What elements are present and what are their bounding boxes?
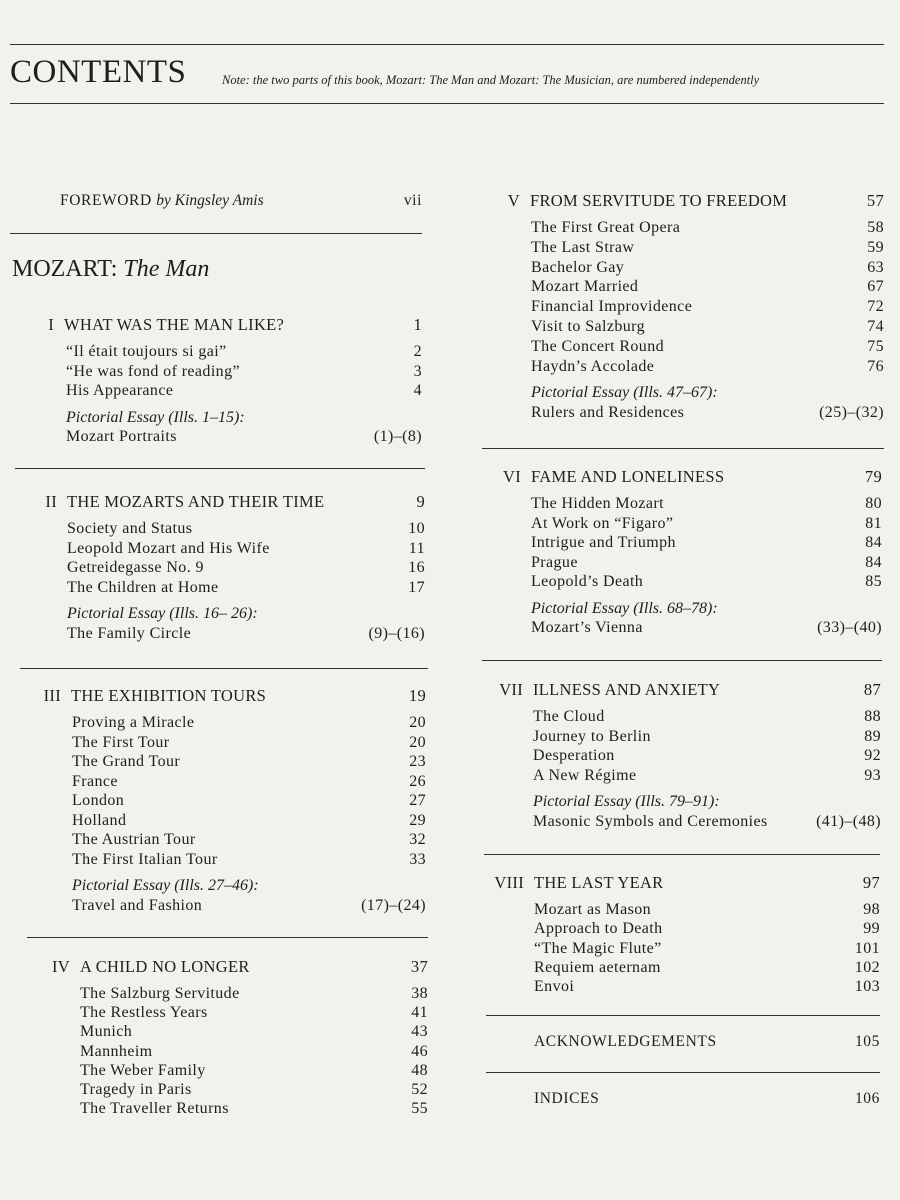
- acknowledgements-page: 105: [854, 1033, 880, 1050]
- section-title: The Concert Round: [531, 337, 664, 355]
- section-title: Prague: [531, 553, 578, 571]
- chapter-page: 87: [863, 680, 881, 699]
- section-title: Getreidegasse No. 9: [67, 559, 204, 576]
- section-entry[interactable]: [531, 217, 884, 239]
- section-entry[interactable]: [533, 765, 881, 787]
- pictorial-essay-caption: Pictorial Essay (Ills. 79–91):: [533, 793, 720, 810]
- section-entry[interactable]: [531, 276, 884, 298]
- foreword-author: by Kingsley Amis: [156, 192, 264, 209]
- pictorial-essay-title: The Family Circle: [67, 624, 192, 642]
- section-title: Leopold’s Death: [531, 573, 644, 590]
- section-page: 43: [411, 1023, 428, 1041]
- section-page: 88: [864, 708, 881, 725]
- section-entry[interactable]: [531, 257, 884, 279]
- section-title: “He was fond of reading”: [66, 362, 240, 380]
- section-title: The Restless Years: [80, 1004, 208, 1022]
- section-page: 102: [854, 958, 880, 976]
- section-page: 2: [413, 343, 422, 360]
- section-page: 20: [409, 714, 426, 731]
- section-page: 55: [411, 1100, 428, 1118]
- foreword-label: FOREWORD: [60, 192, 152, 209]
- section-page: 80: [865, 495, 882, 512]
- chapter-heading[interactable]: [488, 190, 884, 212]
- part-subtitle: The Man: [123, 256, 210, 282]
- chapter-title: FAME AND LONELINESS: [531, 467, 725, 486]
- top-rule: [10, 44, 884, 45]
- chapter-page: 57: [866, 191, 884, 210]
- pictorial-essay-pages: (9)–(16): [368, 624, 425, 642]
- section-page: 3: [413, 362, 422, 380]
- chapter-title: THE MOZARTS AND THEIR TIME: [67, 492, 325, 511]
- back-matter-rule-1: [486, 1015, 880, 1016]
- section-title: Journey to Berlin: [533, 727, 651, 745]
- section-entry[interactable]: [534, 976, 880, 998]
- section-title: Desperation: [533, 747, 615, 764]
- section-page: 101: [854, 939, 880, 957]
- section-page: 29: [409, 811, 426, 829]
- section-title: The First Great Opera: [531, 219, 681, 236]
- section-title: A New Régime: [533, 766, 637, 784]
- section-entry[interactable]: [531, 296, 884, 318]
- indices-title: INDICES: [534, 1090, 600, 1107]
- section-entry[interactable]: [531, 571, 882, 593]
- chapter-heading[interactable]: [28, 314, 422, 336]
- acknowledgements-title: ACKNOWLEDGEMENTS: [534, 1033, 717, 1050]
- section-title: Mannheim: [80, 1042, 153, 1060]
- section-page: 76: [867, 357, 884, 375]
- section-page: 27: [409, 792, 426, 809]
- section-title: The Last Straw: [531, 238, 635, 256]
- chapter-page: 9: [416, 492, 425, 511]
- chapter-numeral: V: [507, 191, 520, 210]
- chapter-page: 19: [408, 686, 426, 705]
- chapter-title: A CHILD NO LONGER: [80, 957, 250, 976]
- section-page: 75: [867, 337, 884, 355]
- chapter-numeral: III: [43, 686, 61, 705]
- section-page: 48: [411, 1061, 428, 1079]
- chapter-heading[interactable]: [480, 466, 882, 488]
- section-entry[interactable]: [67, 577, 425, 599]
- section-page: 32: [409, 831, 426, 848]
- section-page: 11: [408, 539, 425, 557]
- section-page: 41: [411, 1004, 428, 1022]
- section-title: The First Tour: [72, 733, 170, 751]
- chapter-numeral: II: [45, 492, 57, 511]
- foreword-rule: [10, 233, 422, 234]
- section-page: 72: [867, 298, 884, 316]
- section-entry[interactable]: [531, 336, 884, 358]
- pictorial-essay-title: Masonic Symbols and Ceremonies: [533, 812, 768, 830]
- chapter-divider: [15, 468, 425, 469]
- chapter-page: 97: [862, 873, 880, 892]
- pictorial-essay-pages: (41)–(48): [816, 812, 881, 830]
- section-title: The Weber Family: [80, 1061, 206, 1079]
- section-title: Bachelor Gay: [531, 258, 625, 276]
- section-page: 103: [854, 978, 880, 996]
- chapter-divider: [482, 660, 882, 661]
- section-page: 81: [865, 514, 882, 532]
- chapter-title: THE EXHIBITION TOURS: [71, 686, 267, 705]
- section-title: Proving a Miracle: [72, 714, 195, 731]
- section-entry[interactable]: [72, 849, 426, 871]
- pictorial-essay-pages: (33)–(40): [817, 619, 882, 636]
- section-title: Envoi: [534, 978, 575, 996]
- chapter-numeral: VIII: [494, 873, 524, 892]
- pictorial-essay-entry[interactable]: [531, 617, 882, 639]
- chapter-numeral: I: [48, 315, 54, 334]
- header-rule: [10, 103, 884, 104]
- section-title: Mozart Married: [531, 278, 639, 296]
- section-page: 84: [865, 534, 882, 551]
- chapter-title: THE LAST YEAR: [534, 873, 664, 892]
- section-title: Financial Improvidence: [531, 298, 693, 316]
- pictorial-essay-entry[interactable]: [72, 895, 426, 917]
- section-page: 74: [867, 318, 884, 335]
- chapter-title: FROM SERVITUDE TO FREEDOM: [530, 191, 788, 210]
- section-page: 23: [409, 753, 426, 770]
- chapter-page: 79: [864, 467, 882, 486]
- pictorial-essay-title: Rulers and Residences: [531, 404, 685, 422]
- section-title: Society and Status: [67, 520, 193, 537]
- section-page: 92: [864, 747, 881, 764]
- part-heading: [12, 256, 209, 283]
- pictorial-essay-title: Mozart Portraits: [66, 428, 177, 445]
- chapter-divider: [20, 668, 428, 669]
- foreword-entry[interactable]: [60, 190, 422, 212]
- indices-page: 106: [854, 1090, 880, 1107]
- chapter-numeral: VI: [502, 467, 521, 486]
- chapter-numeral: IV: [51, 957, 70, 976]
- section-page: 85: [865, 573, 882, 590]
- header-note: Note: the two parts of this book, Mozart: The Man and Mozart: The Musician, are numbered independently: [222, 73, 760, 87]
- chapter-numeral: VII: [499, 680, 523, 699]
- section-page: 67: [867, 278, 884, 296]
- section-title: Holland: [72, 811, 127, 829]
- chapter-divider: [484, 854, 880, 855]
- pictorial-essay-caption: Pictorial Essay (Ills. 1–15):: [66, 408, 245, 426]
- section-title: France: [72, 772, 118, 790]
- section-page: 16: [408, 559, 425, 576]
- pictorial-essay-caption: Pictorial Essay (Ills. 16– 26):: [67, 605, 258, 622]
- chapter-heading[interactable]: [480, 679, 881, 701]
- pictorial-essay-title: Mozart’s Vienna: [531, 619, 643, 636]
- section-page: 93: [864, 766, 881, 784]
- section-page: 38: [411, 985, 428, 1002]
- pictorial-essay-title: Travel and Fashion: [72, 896, 203, 914]
- section-page: 98: [863, 901, 880, 918]
- section-page: 89: [864, 727, 881, 745]
- section-title: Requiem aeternam: [534, 958, 661, 976]
- section-page: 10: [408, 520, 425, 537]
- section-title: The Cloud: [533, 708, 605, 725]
- section-title: The Salzburg Servitude: [80, 985, 240, 1002]
- section-page: 4: [413, 382, 422, 399]
- pictorial-essay-caption: Pictorial Essay (Ills. 68–78):: [531, 599, 718, 617]
- section-title: Leopold Mozart and His Wife: [67, 539, 270, 557]
- section-page: 63: [867, 258, 884, 276]
- pictorial-essay-entry[interactable]: [66, 426, 422, 448]
- pictorial-essay-caption: Pictorial Essay (Ills. 27–46):: [72, 877, 259, 894]
- chapter-page: 37: [410, 957, 428, 976]
- pictorial-essay-entry[interactable]: [67, 623, 425, 645]
- chapter-heading[interactable]: [480, 872, 880, 894]
- indices-entry[interactable]: [534, 1088, 880, 1110]
- chapter-heading[interactable]: [28, 956, 428, 978]
- section-page: 46: [411, 1042, 428, 1060]
- section-title: “The Magic Flute”: [534, 939, 662, 957]
- section-page: 33: [409, 850, 426, 868]
- pictorial-essay-entry[interactable]: [533, 811, 881, 833]
- part-name: MOZART:: [12, 256, 118, 282]
- chapter-heading[interactable]: [28, 491, 425, 513]
- section-page: 59: [867, 238, 884, 256]
- chapter-divider: [27, 937, 428, 938]
- section-title: Approach to Death: [534, 920, 663, 938]
- section-title: “Il était toujours si gai”: [66, 343, 227, 360]
- section-entry[interactable]: [531, 316, 884, 338]
- section-entry[interactable]: [531, 356, 884, 378]
- section-title: The Austrian Tour: [72, 831, 196, 848]
- foreword-page: vii: [403, 192, 422, 209]
- section-title: His Appearance: [66, 382, 174, 399]
- section-title: London: [72, 792, 125, 809]
- section-title: Visit to Salzburg: [531, 318, 645, 335]
- section-page: 99: [863, 920, 880, 938]
- pictorial-essay-pages: (1)–(8): [373, 428, 422, 445]
- pictorial-essay-caption: Pictorial Essay (Ills. 47–67):: [531, 384, 718, 402]
- section-entry[interactable]: [80, 1098, 428, 1120]
- section-page: 26: [409, 772, 426, 790]
- pictorial-essay-pages: (17)–(24): [361, 896, 426, 914]
- acknowledgements-entry[interactable]: [534, 1031, 880, 1053]
- section-title: The First Italian Tour: [72, 850, 218, 868]
- chapter-heading[interactable]: [28, 685, 426, 707]
- section-title: The Children at Home: [67, 578, 219, 596]
- section-title: Munich: [80, 1023, 133, 1041]
- section-entry[interactable]: [531, 237, 884, 259]
- section-title: Intrigue and Triumph: [531, 534, 676, 551]
- section-page: 20: [409, 733, 426, 751]
- pictorial-essay-label: [531, 382, 884, 404]
- back-matter-rule-2: [486, 1072, 880, 1073]
- chapter-title: WHAT WAS THE MAN LIKE?: [64, 315, 285, 334]
- pictorial-essay-entry[interactable]: [531, 402, 884, 424]
- section-page: 17: [408, 578, 425, 596]
- chapter-page: 1: [413, 315, 422, 334]
- section-title: At Work on “Figaro”: [531, 514, 674, 532]
- section-title: Mozart as Mason: [534, 901, 652, 918]
- section-title: Haydn’s Accolade: [531, 357, 655, 375]
- section-title: The Traveller Returns: [80, 1100, 229, 1118]
- pictorial-essay-pages: (25)–(32): [819, 404, 884, 422]
- section-title: The Grand Tour: [72, 753, 181, 770]
- page-title: CONTENTS: [10, 54, 187, 90]
- section-page: 52: [411, 1081, 428, 1098]
- section-title: The Hidden Mozart: [531, 495, 664, 512]
- section-page: 58: [867, 219, 884, 236]
- chapter-title: ILLNESS AND ANXIETY: [533, 680, 721, 699]
- chapter-divider: [482, 448, 884, 449]
- section-page: 84: [865, 553, 882, 571]
- section-entry[interactable]: [66, 380, 422, 402]
- section-title: Tragedy in Paris: [80, 1081, 192, 1098]
